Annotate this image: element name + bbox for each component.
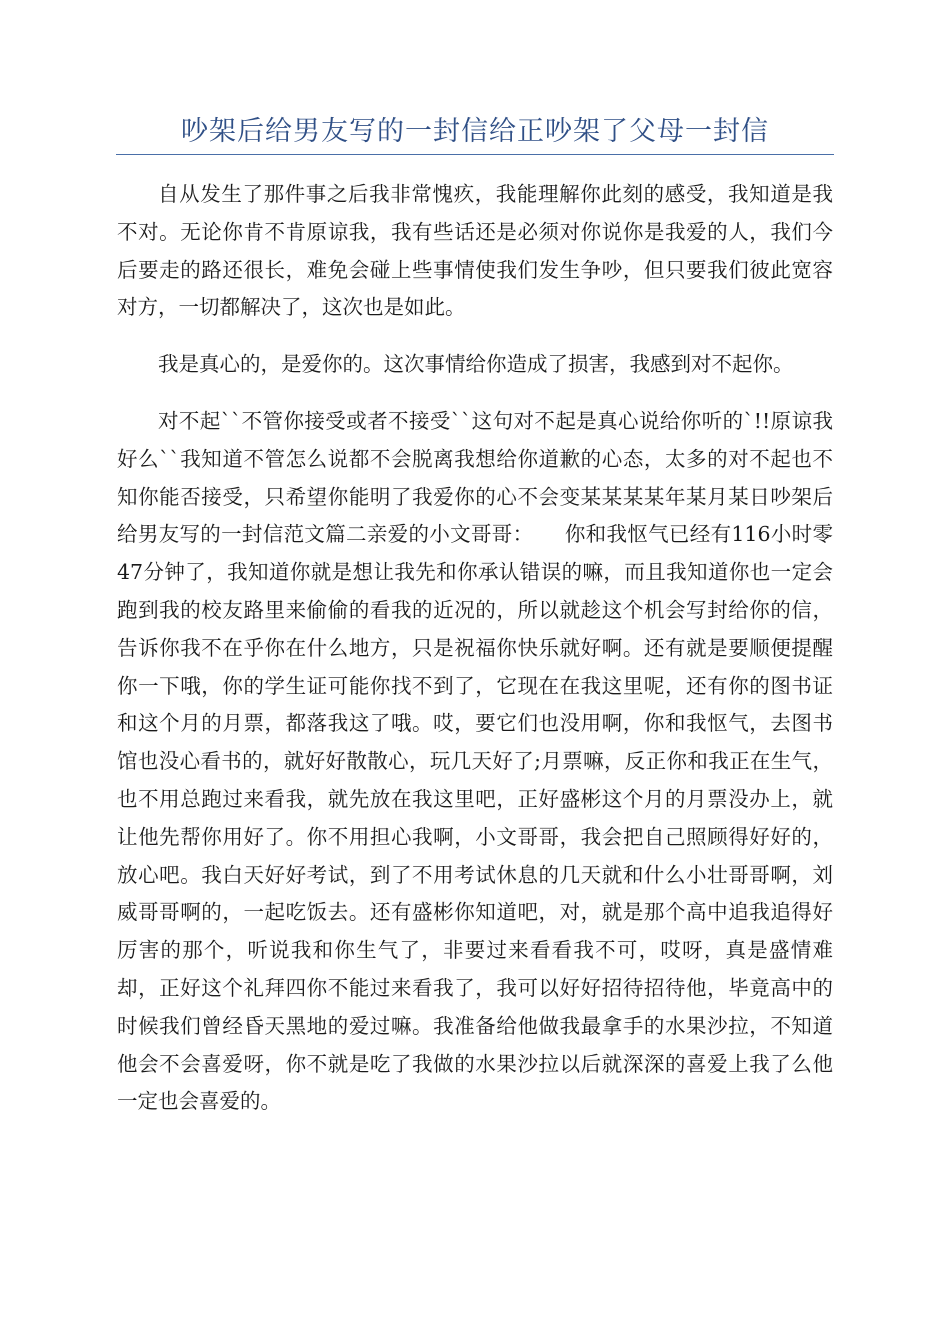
paragraph-2: 我是真心的，是爱你的。这次事情给你造成了损害，我感到对不起你。 <box>158 352 794 377</box>
paragraph-1: 自从发生了那件事之后我非常愧疚，我能理解你此刻的感受，我知道是我不对。无论你肯不肯原谅我，我有些话还是必须对你说你是我爱的人，我们今后要走的路还很长，难免会碰上些事情使我们发生争吵，但只要我们彼此宽容对方，一切都解决了，这次也是如此。 <box>117 182 833 320</box>
document-body <box>117 176 833 1140</box>
paragraph-3: 对不起``不管你接受或者不接受``这句对不起是真心说给你听的`!!原谅我好么``我知道不管怎么说都不会脱离我想给你道歉的心态，太多的对不起也不知你能否接受，只希望你能明了我爱你的心不会变某某某某年某月某日吵架后给男友写的一封信范文篇二亲爱的小文哥哥： 你和我怄气已经有116小时零47分钟了，我知道你就是想让我先和你承认错误的嘛，而且我知道你也一定会跑到我的校友路里来偷偷的看我的近况的，所以就趁这个机会写封给你的信，告诉你我不在乎你在什么地方，只是祝福你快乐就好啊。还有就是要顺便提醒你一下哦，你的学生证可能你找不到了，它现在在我这里呢，还有你的图书证和这个月的月票，都落我这了哦。哎，要它们也没用啊，你和我怄气，去图书馆也没心看书的，就好好散散心，玩几天好了;月票嘛，反正你和我正在生气，也不用总跑过来看我，就先放在我这里吧，正好盛彬这个月的月票没办上，就让他先帮你用好了。你不用担心我啊，小文哥哥，我会把自己照顾得好好的，放心吧。我白天好好考试，到了不用考试休息的几天就和什么小壮哥哥啊，刘威哥哥啊的，一起吃饭去。还有盛彬你知道吧，对，就是那个高中追我追得好厉害的那个，听说我和你生气了，非要过来看看我不可，哎呀，真是盛情难却，正好这个礼拜四你不能过来看我了，我可以好好招待招待他，毕竟高中的时候我们曾经昏天黑地的爱过嘛。我准备给他做我最拿手的水果沙拉，不知道他会不会喜爱呀，你不就是吃了我做的水果沙拉以后就深深的喜爱上我了么他一定也会喜爱的。 <box>117 408 833 1114</box>
page-title: 吵架后给男友写的一封信给正吵架了父母一封信 <box>181 116 769 147</box>
title-underline <box>116 154 834 155</box>
